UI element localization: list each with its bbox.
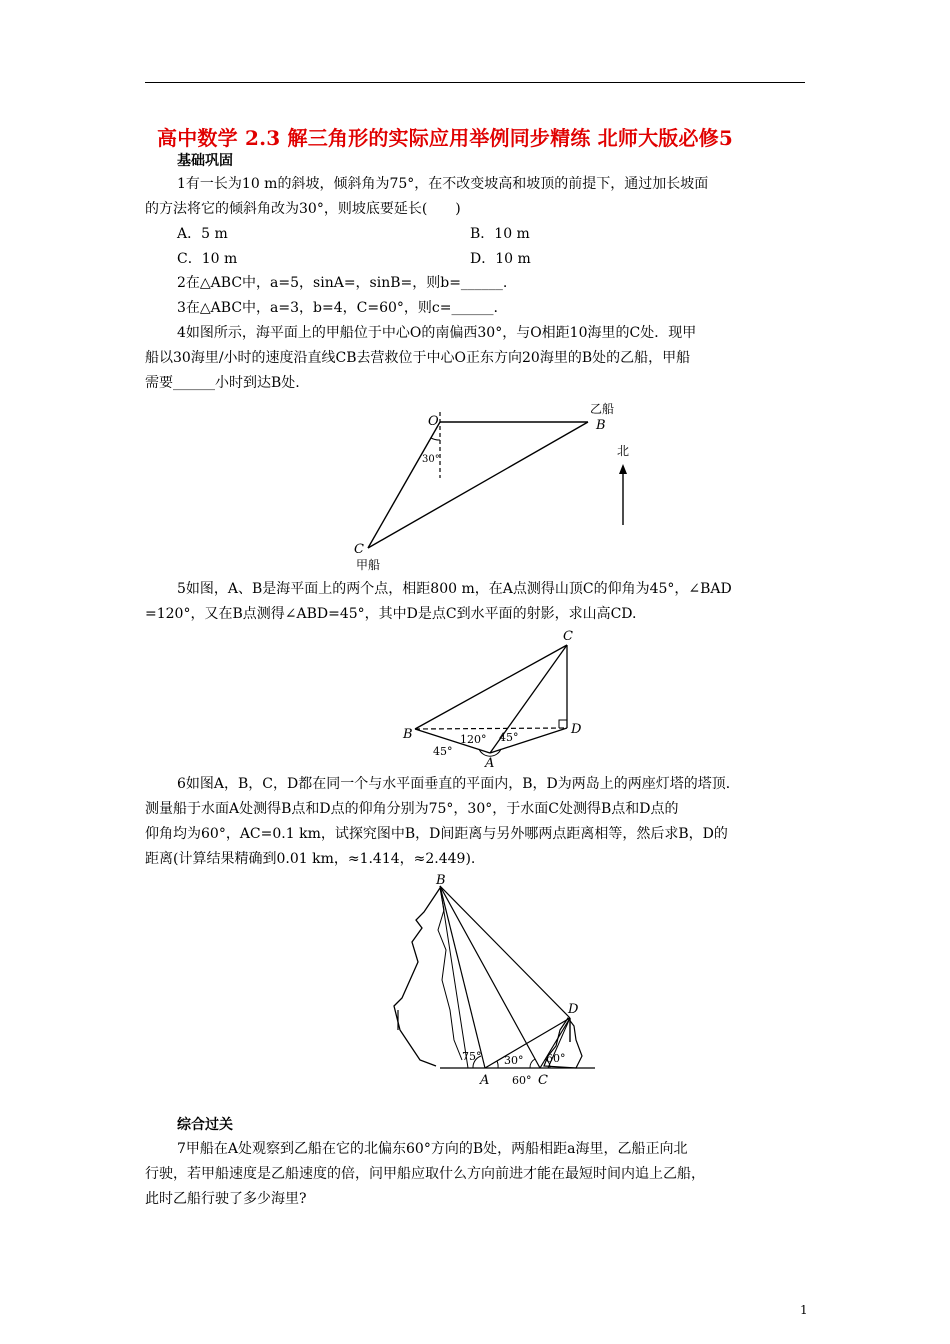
segment-bc — [415, 645, 567, 729]
q1-line1: 1有一长为10 m的斜坡，倾斜角为75°，在不改变坡高和坡顶的前提下，通过加长坡面 — [177, 176, 709, 192]
page-title: 高中数学 2.3 解三角形的实际应用举例同步精练 北师大版必修5 — [157, 126, 733, 150]
q5-line1: 5如图，A、B是海平面上的两个点，相距800 m，在A点测得山顶C的仰角为45°，∠BAD — [177, 581, 732, 597]
segment-cb — [440, 886, 540, 1068]
label-ship-b: 乙船 — [590, 402, 615, 416]
label-ship-c: 甲船 — [356, 558, 381, 572]
q4-line3: 需要______小时到达B处. — [145, 375, 300, 391]
angle-arc-30 — [497, 1061, 498, 1068]
right-angle-mark — [559, 720, 567, 728]
q2-text: 2在△ABC中，a=5，sinA=，sinB=，则b=______. — [177, 275, 508, 291]
label-angle-60-right: 60° — [546, 1052, 566, 1065]
q6-line1: 6如图A，B，C，D都在同一个与水平面垂直的平面内，B，D为两岛上的两座灯塔的塔顶． — [177, 776, 740, 792]
q6-line4: 距离(计算结果精确到0.01 km，≈1.414，≈2.449). — [145, 851, 476, 867]
q7-line3: 此时乙船行驶了多少海里? — [145, 1191, 307, 1207]
q1-option-c: C．10 m — [177, 251, 238, 267]
label-a: A — [480, 1073, 490, 1088]
label-angle-60-bottom: 60° — [512, 1074, 532, 1087]
label-angle-30: 30° — [504, 1054, 524, 1067]
figure-ships — [340, 398, 640, 577]
label-c: C — [563, 629, 573, 644]
section-heading-basic: 基础巩固 — [177, 153, 233, 169]
figure-lighthouses — [380, 870, 610, 1094]
section-heading-comprehensive: 综合过关 — [177, 1117, 233, 1133]
q3-text: 3在△ABC中，a=3，b=4，C=60°，则c=______. — [177, 300, 498, 316]
segment-ab — [440, 886, 485, 1068]
label-o: O — [428, 414, 439, 429]
label-a: A — [485, 756, 495, 770]
q7-line1: 7甲船在A处观察到乙船在它的北偏东60°方向的B处，两船相距a海里，乙船正向北 — [177, 1141, 688, 1157]
segment-bd — [415, 728, 567, 729]
left-island — [394, 888, 440, 1066]
figure-mountain — [395, 625, 595, 774]
q1-line2: 的方法将它的倾斜角改为30°，则坡底要延长( ) — [145, 201, 461, 217]
label-c: C — [538, 1073, 548, 1088]
q7-line2: 行驶，若甲船速度是乙船速度的倍，问甲船应取什么方向前进才能在最短时间内追上乙船， — [145, 1166, 705, 1182]
page-number: 1 — [800, 1303, 808, 1317]
q1-option-a: A．5 m — [177, 226, 228, 242]
label-c: C — [354, 542, 364, 557]
q6-line3: 仰角均为60°，AC=0.1 km，试探究图中B，D间距离与另外哪两点距离相等，然后求B，D的 — [145, 826, 728, 842]
q5-line2: =120°，又在B点测得∠ABD=45°，其中D是点C到水平面的射影，求山高CD. — [145, 606, 637, 622]
segment-bd — [440, 886, 570, 1018]
q6-line2: 测量船于水面A处测得B点和D点的仰角分别为75°，30°，于水面C处测得B点和D点的 — [145, 801, 679, 817]
q1-option-b: B．10 m — [470, 226, 530, 242]
angle-arc-60-c — [530, 1059, 535, 1068]
north-arrow-head — [619, 464, 627, 474]
left-island-inner — [438, 888, 462, 1060]
label-angle-120: 120° — [460, 733, 487, 746]
label-b: B — [436, 873, 446, 888]
label-north: 北 — [617, 444, 630, 458]
label-b: B — [596, 418, 606, 433]
label-angle-45-left: 45° — [433, 745, 453, 758]
label-b: B — [403, 727, 413, 742]
header-rule — [145, 82, 805, 83]
q1-option-d: D．10 m — [470, 251, 531, 267]
label-d: D — [568, 1002, 579, 1017]
q4-line1: 4如图所示，海平面上的甲船位于中心O的南偏西30°，与O相距10海里的C处．现甲 — [177, 325, 697, 341]
segment-cb — [368, 422, 588, 548]
label-angle-30: 30° — [422, 454, 440, 465]
segment-oc — [368, 422, 440, 548]
q4-line2: 船以30海里/小时的速度沿直线CB去营救位于中心O正东方向20海里的B处的乙船，甲船 — [145, 350, 691, 366]
angle-arc — [431, 438, 440, 440]
label-angle-45-right: 45° — [499, 731, 519, 744]
label-d: D — [571, 722, 582, 737]
label-angle-75: 75° — [462, 1050, 482, 1063]
